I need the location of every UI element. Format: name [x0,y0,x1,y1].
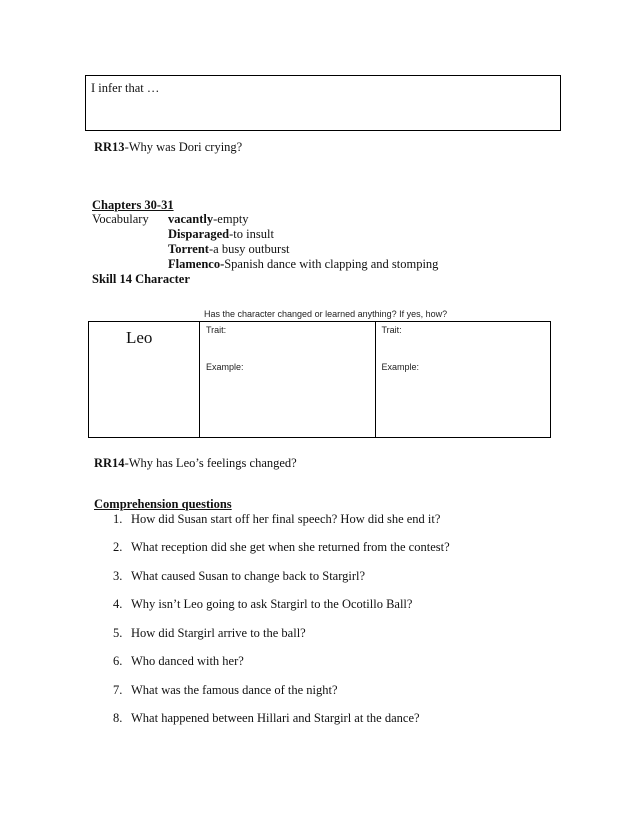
list-item [113,512,440,527]
character-table-prompt: Has the character changed or learned anything? If yes, how? [204,309,448,319]
comprehension-heading: Comprehension questions [94,497,232,511]
question-text: What happened between Hillari and Stargirl at the dance? [131,711,420,725]
question-text: What caused Susan to change back to Stargirl? [131,569,366,583]
character-table [88,321,551,438]
question-number: 3. [113,569,123,583]
question-number: 8. [113,711,123,725]
list-item [113,683,338,698]
question-number: 4. [113,597,123,611]
trait-cell-2 [375,322,551,438]
vocab-definition: Spanish dance with clapping and stomping [224,257,439,271]
vocab-term [168,212,249,227]
question-number: 6. [113,654,123,668]
inference-prompt: I infer that … [91,81,160,95]
vocab-term [168,257,438,272]
chapters-heading: Chapters 30-31 [92,198,174,212]
trait-label: Trait: [206,325,227,335]
character-name-cell [89,322,200,438]
rr14-question [94,456,297,471]
list-item [113,654,244,669]
vocab-definition: -to insult [229,227,274,241]
list-item [113,540,450,555]
question-number: 1. [113,512,123,526]
skill-heading: Skill 14 Character [92,272,190,286]
question-text: How did Susan start off her final speech? How did she end it? [131,512,441,526]
example-label: Example: [206,362,244,372]
list-item [113,597,412,612]
rr13-label: RR13 [94,140,125,154]
list-item [113,569,365,584]
rr13-question [94,140,242,155]
example-label: Example: [381,362,420,372]
character-name: Leo [126,328,153,347]
question-text: Why isn’t Leo going to ask Stargirl to the Ocotillo Ball? [131,597,413,611]
question-number: 5. [113,626,123,640]
question-text: What reception did she get when she returned from the contest? [131,540,450,554]
question-number: 7. [113,683,123,697]
rr14-text: -Why has Leo’s feelings changed? [124,456,297,470]
vocab-word: Disparaged [168,227,230,241]
rr14-label: RR14 [94,456,125,470]
vocab-word: Flamenco- [168,257,225,271]
question-text: How did Stargirl arrive to the ball? [131,626,306,640]
vocab-word: vacantly [168,212,214,226]
vocab-term [168,242,290,257]
rr13-text: -Why was Dori crying? [124,140,243,154]
vocab-definition: -empty [213,212,249,226]
trait-cell-1 [200,322,376,438]
vocab-term [168,227,274,242]
list-item [113,711,420,726]
question-number: 2. [113,540,123,554]
vocab-definition: -a busy outburst [208,242,290,256]
trait-label: Trait: [381,325,402,335]
question-text: Who danced with her? [131,654,244,668]
list-item [113,626,306,641]
question-text: What was the famous dance of the night? [131,683,338,697]
vocab-word: Torrent [168,242,209,256]
vocabulary-label: Vocabulary [92,212,149,226]
